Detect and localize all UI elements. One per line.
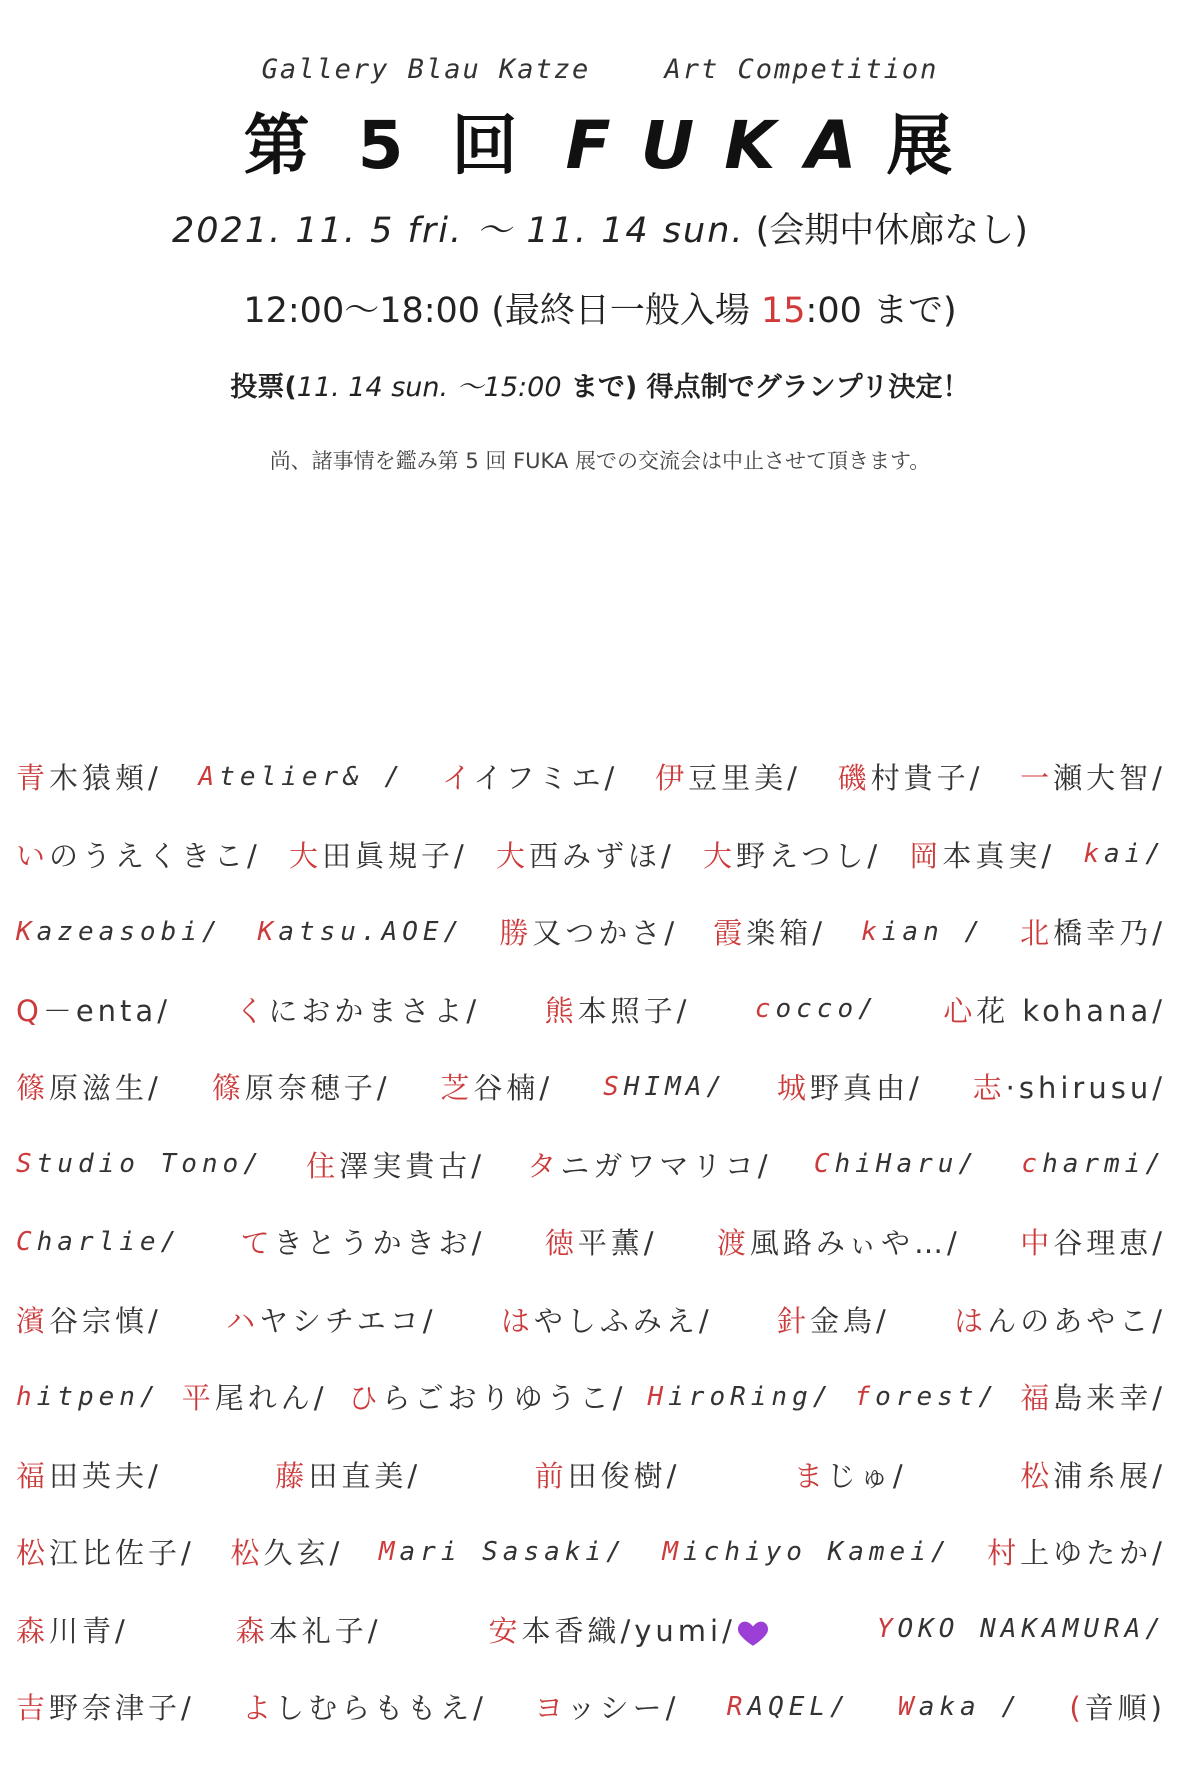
title-fuka: FUKA [565, 107, 887, 184]
hours-end: :00 まで) [805, 291, 957, 331]
participant-name: 岡本真実/ [909, 838, 1056, 873]
participant-name: SHIMA/ [603, 1071, 728, 1102]
participant-name: 前田俊樹/ [534, 1458, 681, 1493]
participant-row [16, 1358, 1166, 1436]
participant-name: 安本香織/yumi/ [488, 1609, 769, 1650]
title-part1: 第 [243, 107, 314, 184]
participant-name: くにおかまさよ/ [235, 993, 481, 1028]
participant-name: 住澤実貴古/ [306, 1148, 485, 1183]
participant-name: HiroRing/ [647, 1381, 834, 1412]
participant-name: 森本礼子/ [235, 1613, 382, 1648]
participant-name: 篠原奈穂子/ [211, 1071, 391, 1106]
participant-name: Kazeasobi/ [16, 916, 223, 947]
gallery-subtitle [0, 54, 1200, 85]
participant-name: 青木猿頬/ [16, 761, 162, 796]
participant-row [16, 738, 1166, 816]
participant-name: Katsu.AOE/ [257, 916, 465, 947]
participant-name: charmi/ [1021, 1149, 1166, 1180]
participant-name: まじゅ/ [793, 1458, 907, 1493]
participant-name: 森川青/ [16, 1613, 129, 1648]
participant-name: 渡風路みぃや…/ [716, 1226, 961, 1261]
participant-name: Charlie/ [16, 1226, 182, 1257]
participant-row [16, 1668, 1166, 1746]
participant-row [16, 1281, 1166, 1359]
participant-row [16, 1436, 1166, 1514]
participant-name: はやしふみえ/ [500, 1303, 713, 1338]
participant-name: 松浦糸展/ [1020, 1458, 1166, 1493]
participant-name: 福田英夫/ [16, 1458, 162, 1493]
cancellation-notice: 尚、諸事情を鑑み第 5 回 FUKA 展での交流会は中止させて頂きます。 [269, 449, 931, 473]
page-title [0, 92, 1200, 187]
title-ten: 展 [886, 107, 957, 184]
participant-name: 伊豆里美/ [655, 761, 801, 796]
participant-name: cocco/ [754, 994, 879, 1025]
participant-name: よしむらももえ/ [242, 1691, 487, 1726]
participant-name: Mari Sasaki/ [378, 1536, 627, 1567]
participant-name: 芝谷楠/ [440, 1071, 554, 1106]
participant-name: 吉野奈津子/ [16, 1691, 195, 1726]
participant-name: 勝又つかさ/ [499, 916, 679, 951]
gallery-name: Gallery Blau Katze [261, 54, 591, 85]
participant-name: はんのあやこ/ [954, 1303, 1166, 1338]
participant-name: 平尾れん/ [181, 1381, 328, 1416]
participant-name: kai/ [1083, 839, 1166, 870]
participant-name: forest/ [854, 1381, 1000, 1412]
participant-name: 心花 kohana/ [943, 993, 1166, 1028]
participant-name: 村上ゆたか/ [987, 1536, 1166, 1571]
participant-name: YOKO NAKAMURA/ [876, 1614, 1166, 1645]
participant-name: 大野えつし/ [702, 838, 882, 873]
participant-list [16, 738, 1166, 1746]
vote-suffix: まで) 得点制でグランプリ決定！ [561, 372, 970, 403]
purple-heart-icon [736, 1616, 770, 1650]
participant-name: いのうえくきこ/ [16, 838, 261, 873]
participant-name: 志·shirusu/ [972, 1071, 1166, 1106]
participant-row [16, 816, 1166, 894]
participant-name: Michiyo Kamei/ [662, 1536, 952, 1567]
participant-name: 熊本照子/ [544, 993, 691, 1028]
participant-name: 松久玄/ [230, 1536, 344, 1571]
participant-name: RAQEL/ [726, 1691, 851, 1722]
participant-name: 徳平薫/ [544, 1226, 658, 1261]
participant-name: 松江比佐子/ [16, 1536, 195, 1571]
participant-name: 篠原滋生/ [16, 1071, 162, 1106]
participant-row [16, 893, 1166, 971]
participant-row [16, 1591, 1166, 1669]
participant-row [16, 1203, 1166, 1281]
participant-name: 中谷理恵/ [1020, 1226, 1166, 1261]
participant-row [16, 1513, 1166, 1591]
vote-info [0, 365, 1200, 404]
dates-range: 2021. 11. 5 fri. ～ 11. 14 sun. [172, 211, 745, 251]
participant-name: ハヤシチエコ/ [226, 1303, 437, 1338]
competition-label: Art Competition [664, 54, 939, 85]
participant-name: てきとうかきお/ [240, 1226, 486, 1261]
participant-name: イイフミエ/ [441, 761, 619, 796]
opening-hours [0, 283, 1200, 333]
participant-name: hitpen/ [16, 1381, 161, 1412]
participant-name: ChiHaru/ [813, 1149, 980, 1180]
participant-name: タニガワマリコ/ [527, 1148, 772, 1183]
participant-name: Studio Tono/ [16, 1149, 264, 1180]
dates-note: (会期中休廊なし) [744, 211, 1028, 251]
participant-name: ヨッシー/ [534, 1691, 680, 1726]
participant-name: 霞楽箱/ [713, 916, 827, 951]
participant-name: 濱谷宗慎/ [16, 1303, 162, 1338]
participant-name: Waka / [898, 1691, 1022, 1722]
exhibition-dates [0, 203, 1200, 253]
participant-name: 藤田直美/ [275, 1458, 422, 1493]
participant-name: 磯村貴子/ [837, 761, 984, 796]
participant-row [16, 1048, 1166, 1126]
title-number: 5 [357, 107, 408, 184]
hours-last-entry: 15 [760, 291, 806, 331]
participant-row [16, 1126, 1166, 1204]
participant-name: 北橋幸乃/ [1020, 916, 1166, 951]
participant-name: kian / [861, 916, 986, 947]
participant-row [16, 971, 1166, 1049]
participant-name: 針金鳥/ [777, 1303, 890, 1338]
participant-name: Q－enta/ [16, 993, 171, 1028]
participant-name: Atelier& / [198, 761, 406, 792]
participant-name: 一瀬大智/ [1020, 761, 1166, 796]
participant-name: ひらごおりゆうこ/ [348, 1381, 627, 1416]
participant-name: 福島来幸/ [1020, 1381, 1166, 1416]
participant-name: 城野真由/ [776, 1071, 923, 1106]
hours-start: 12:00～18:00 (最終日一般入場 [243, 291, 761, 331]
participant-name: 大西みずほ/ [495, 838, 675, 873]
vote-deadline: 11. 14 sun. ～15:00 [296, 372, 562, 403]
title-part2: 回 [451, 107, 522, 184]
participant-name: 大田眞規子/ [288, 838, 468, 873]
participant-name: (音順) [1069, 1691, 1166, 1726]
vote-prefix: 投票( [230, 372, 297, 403]
